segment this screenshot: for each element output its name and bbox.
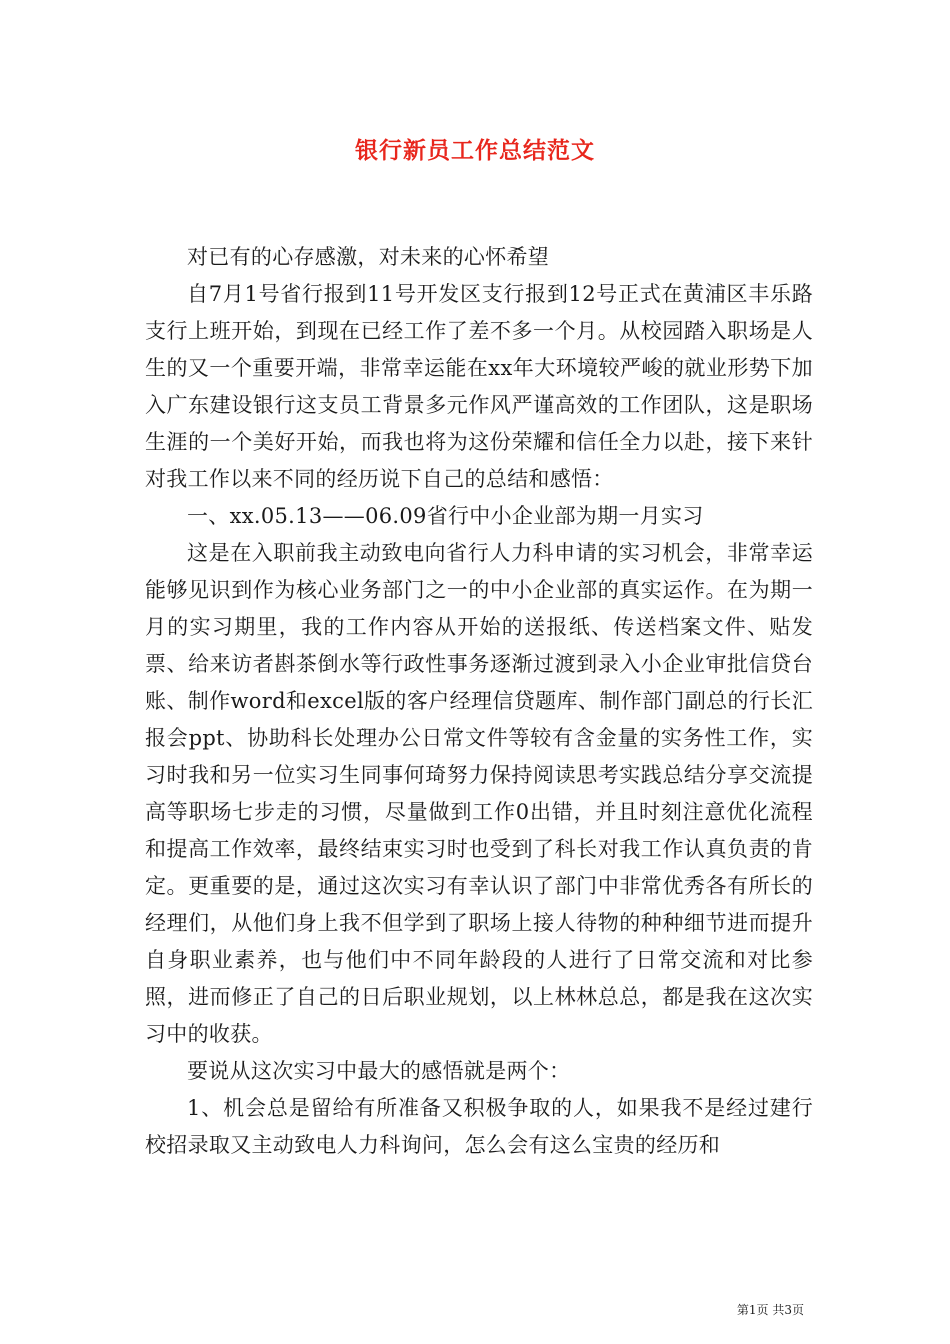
paragraph-intro: 对已有的心存感激，对未来的心怀希望: [187, 245, 550, 269]
section-heading-1: 一、xx.05.13——06.09省行中小企业部为期一月实习: [187, 504, 704, 528]
document-title: 银行新员工作总结范文: [355, 137, 595, 164]
paragraph-start: 自7月1号省行报到11号开发区支行报到12号正式在黄浦区丰乐路支行上班开始，到现在已经工作了差不多一个月。从校园踏入职场是人生的又一个重要开端，非常幸运能在xx年大环境较严峻的就业形势下加入广东建设银行这支员工背景多元作风严谨高效的工作团队，这是职场生涯的一个美好开始，而我也将为这份荣耀和信任全力以赴，接下来针对我工作以来不同的经历说下自己的总结和感悟：: [145, 282, 813, 491]
page-number: 第1页 共3页: [736, 1303, 804, 1317]
paragraph-insights: 要说从这次实习中最大的感悟就是两个：: [187, 1059, 571, 1083]
paragraph-insight-1: 1、机会总是留给有所准备又积极争取的人，如果我不是经过建行校招录取又主动致电人力科询问，怎么会有这么宝贵的经历和: [145, 1096, 813, 1157]
document-body: [145, 239, 813, 1164]
paragraph-internship: 这是在入职前我主动致电向省行人力科申请的实习机会，非常幸运能够见识到作为核心业务部门之一的中小企业部的真实运作。在为期一月的实习期里，我的工作内容从开始的送报纸、传送档案文件、贴发票、给来访者斟茶倒水等行政性事务逐渐过渡到录入小企业审批信贷台账、制作word和excel版的客户经理信贷题库、制作部门副总的行长汇报会ppt、协助科长处理办公日常文件等较有含金量的实务性工作，实习时我和另一位实习生同事何琦努力保持阅读思考实践总结分享交流提高等职场七步走的习惯，尽量做到工作0出错，并且时刻注意优化流程和提高工作效率，最终结束实习时也受到了科长对我工作认真负责的肯定。更重要的是，通过这次实习有幸认识了部门中非常优秀各有所长的经理们，从他们身上我不但学到了职场上接人待物的种种细节进而提升自身职业素养，也与他们中不同年龄段的人进行了日常交流和对比参照，进而修正了自己的日后职业规划，以上林林总总，都是我在这次实习中的收获。: [145, 541, 813, 1046]
